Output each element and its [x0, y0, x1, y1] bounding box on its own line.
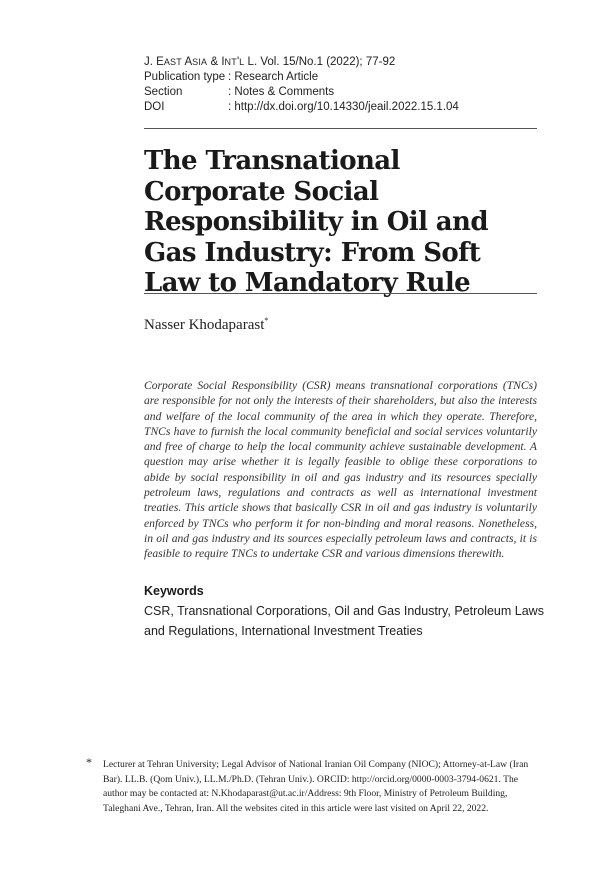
abstract: Corporate Social Responsibility (CSR) means transnational corporations (TNCs) are responsible for not only the interests of their shareholders, but also the interests and welfare of the local community of the area in which they operate. Therefore, TNCs have to furnish the local community beneficial and social services voluntarily and free of charge to help the local community achieve sustainable development. A question may arise whether it is legally feasible to oblige these corporations to abide by social responsibility in oil and gas industry and its resources specially petroleum laws, regulations and contracts as well as international investment treaties. This article shows that basically CSR in oil and gas industry is voluntarily enforced by TNCs who perform it for non-binding and moral reasons. Nonetheless, in oil and gas industry and its sources especially petroleum laws and contracts, it is feasible to require TNCs to undertake CSR and various dimensions therewith.	[144, 379, 537, 561]
section-row	[144, 85, 459, 100]
journal-citation-part: AST	[163, 57, 182, 67]
journal-citation	[144, 55, 459, 70]
meta-value: : Notes & Comments	[228, 86, 335, 98]
journal-citation-part: L. Vol. 15/No.1 (2022); 77-92	[244, 56, 396, 68]
journal-citation-part: & I	[207, 56, 225, 68]
meta-value: : Research Article	[228, 71, 319, 83]
journal-citation-part: SIA	[192, 57, 208, 67]
title-top-rule	[144, 128, 537, 129]
doi-row	[144, 100, 459, 115]
doi-link[interactable]: : http://dx.doi.org/10.14330/jeail.2022.15.1.04	[228, 101, 459, 113]
journal-citation-part: J. E	[144, 56, 164, 68]
publication-type-row	[144, 70, 459, 85]
footnote-text: Lecturer at Tehran University; Legal Advisor of National Iranian Oil Company (NIOC); Attorney-at-Law (Iran Bar). LL.B. (Qom Univ.), LL.M./Ph.D. (Tehran Univ.). ORCID: http://orcid.org/0000-0003-3794-0621. The author may be contacted at: N.Khodaparast@ut.ac.ir/Address: 9th Floor, Ministry of Petroleum Building, Taleghani Ave., Tehran, Iran. All the websites cited in this article were last visited on April 22, 2022.	[103, 759, 529, 814]
title-bottom-rule	[144, 293, 537, 294]
meta-label: Publication type	[144, 71, 226, 83]
journal-citation-part: A	[181, 56, 193, 68]
meta-label: DOI	[144, 101, 165, 113]
author	[144, 316, 268, 334]
keywords-heading: Keywords	[144, 584, 204, 598]
footnote-mark: *	[86, 755, 92, 769]
article-metadata	[144, 55, 459, 115]
article-title: The Transnational Corporate Social Responsibility in Oil and Gas Industry: From Soft Law to Mandatory Rule	[144, 146, 488, 298]
journal-citation-part: '	[236, 56, 240, 68]
journal-citation-part: NT	[224, 57, 237, 67]
journal-citation-part: L	[239, 57, 245, 67]
author-footnote-mark[interactable]: *	[264, 316, 269, 325]
keywords-list: CSR, Transnational Corporations, Oil and Gas Industry, Petroleum Laws and Regulations, International Investment Treaties	[144, 604, 544, 638]
meta-label: Section	[144, 86, 183, 98]
author-name: Nasser Khodaparast	[144, 317, 265, 333]
